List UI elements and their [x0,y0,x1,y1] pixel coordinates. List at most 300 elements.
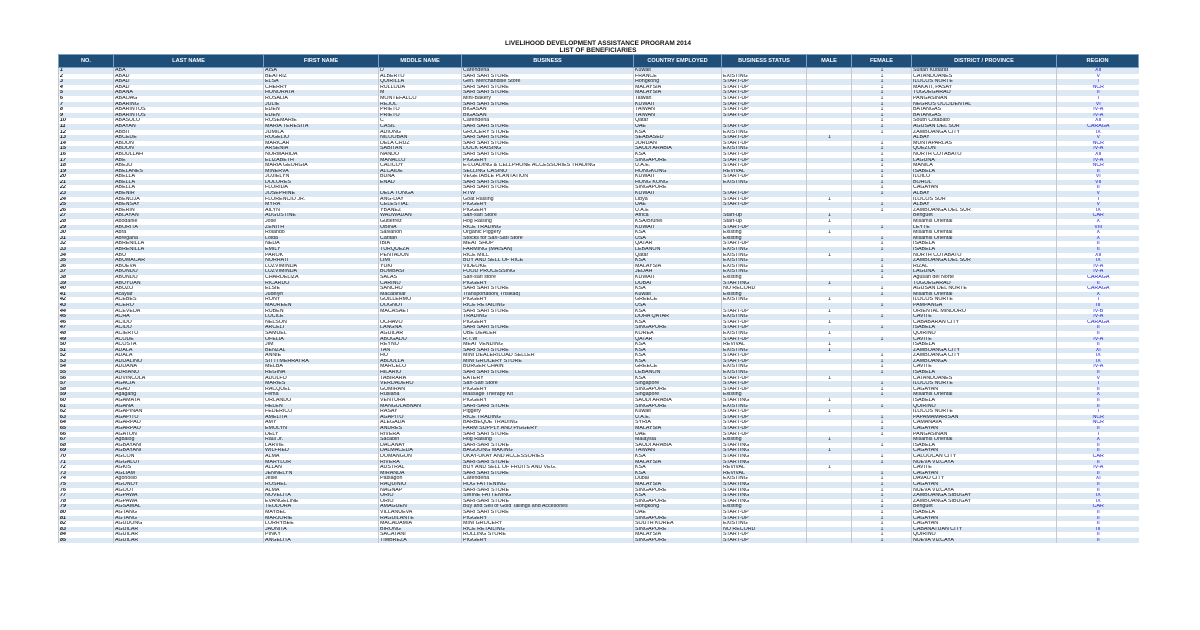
business-cell[interactable]: PIGGERY [462,208,634,214]
first-name-cell[interactable]: OFELIA [264,337,379,343]
business-cell[interactable]: MINI DEALER/LOAD SELLER [462,353,634,359]
female-cell[interactable]: 1 [852,454,912,460]
first-name-cell[interactable]: Jesie [264,476,379,482]
first-name-cell[interactable]: MAUREEN [264,303,379,309]
country-cell[interactable]: UAE [634,124,722,130]
region-cell[interactable]: I [1057,409,1139,415]
country-cell[interactable]: MALAYSIA [634,482,722,488]
country-cell[interactable]: KSA [634,471,722,477]
row-number[interactable]: 19 [59,169,114,175]
business-cell[interactable]: Hog Raising [462,437,634,443]
status-cell[interactable]: STARTING [722,460,807,466]
region-cell[interactable]: I [1057,432,1139,438]
row-number[interactable]: 35 [59,258,114,264]
business-cell[interactable]: SARI SARI STORE [462,325,634,331]
province-cell[interactable]: BOHOL [912,180,1057,186]
middle-name-cell[interactable]: NILOOBAN [379,135,462,141]
female-cell[interactable]: 1 [852,381,912,387]
row-number[interactable]: 22 [59,185,114,191]
female-cell[interactable]: 1 [852,68,912,74]
business-cell[interactable]: SARI-SARI STORE [462,460,634,466]
first-name-cell[interactable]: ARSENIA [264,146,379,152]
first-name-cell[interactable]: RACQUEL [264,387,379,393]
row-number[interactable]: 29 [59,225,114,231]
province-cell[interactable]: ZAMBOANGA CITY [912,348,1057,354]
region-cell[interactable]: II [1057,443,1139,449]
row-number[interactable]: 66 [59,432,114,438]
region-cell[interactable]: II [1057,370,1139,376]
business-cell[interactable]: VIDEOKE [462,264,634,270]
business-cell[interactable]: BUY AND SELL OF RICE [462,258,634,264]
country-cell[interactable]: MALAYSIA [634,264,722,270]
row-number[interactable]: 54 [59,364,114,370]
row-number[interactable]: 55 [59,370,114,376]
first-name-cell[interactable]: MYRA [264,202,379,208]
region-cell[interactable]: II [1057,448,1139,454]
female-cell[interactable]: 1 [852,443,912,449]
country-cell[interactable]: Hongkong [634,79,722,85]
province-cell[interactable]: TUGUEGARAO [912,90,1057,96]
province-cell[interactable]: ZAMBOANGA SIBUGAY [912,499,1057,505]
female-cell[interactable]: 1 [852,130,912,136]
first-name-cell[interactable]: AMY [264,420,379,426]
country-cell[interactable]: KSA [634,353,722,359]
country-cell[interactable]: MALAYSIA [634,426,722,432]
status-cell[interactable]: START-UP [722,320,807,326]
status-cell[interactable]: START-UP [722,359,807,365]
first-name-cell[interactable]: ALMA [264,488,379,494]
row-number[interactable]: 57 [59,381,114,387]
country-cell[interactable]: USA [634,303,722,309]
first-name-cell[interactable]: FEDERICO [264,409,379,415]
first-name-cell[interactable]: HELEN [264,404,379,410]
row-number[interactable]: 4 [59,85,114,91]
province-cell[interactable]: LEYTE [912,225,1057,231]
middle-name-cell[interactable]: Salvanon [379,230,462,236]
row-number[interactable]: 53 [59,359,114,365]
business-cell[interactable]: MEAT SHOP [462,241,634,247]
last-name-cell[interactable]: ABAOAG [114,96,264,102]
status-cell[interactable]: START-UP [722,135,807,141]
row-number[interactable]: 7 [59,102,114,108]
status-cell[interactable]: EXISTING [722,146,807,152]
female-cell[interactable]: 1 [852,426,912,432]
female-cell[interactable]: 1 [852,90,912,96]
business-cell[interactable]: PIGGERY [462,202,634,208]
female-cell[interactable]: 1 [852,258,912,264]
province-cell[interactable]: CAGAYAN [912,185,1057,191]
region-cell[interactable]: II [1057,241,1139,247]
female-cell[interactable]: 1 [852,275,912,281]
middle-name-cell[interactable]: IBIA [379,241,462,247]
row-number[interactable]: 64 [59,420,114,426]
province-cell[interactable]: PANGASINAN [912,432,1057,438]
business-cell[interactable]: BARBEQUE TRADING [462,420,634,426]
row-number[interactable]: 81 [59,516,114,522]
status-cell[interactable]: START-UP [722,90,807,96]
first-name-cell[interactable]: AUGUSTINE [264,213,379,219]
country-cell[interactable]: QATAR [634,241,722,247]
row-number[interactable]: 26 [59,208,114,214]
last-name-cell[interactable]: ABRENILLA [114,247,264,253]
region-cell[interactable]: NCR [1057,163,1139,169]
region-cell[interactable]: X [1057,236,1139,242]
first-name-cell[interactable]: MARJORIE [264,516,379,522]
first-name-cell[interactable]: JUMILA [264,130,379,136]
last-name-cell[interactable]: Agagang [114,392,264,398]
province-cell[interactable]: ISABELA [912,247,1057,253]
middle-name-cell[interactable]: YUKI [379,264,462,270]
row-number[interactable]: 85 [59,538,114,544]
first-name-cell[interactable]: MARIA GEORGIA [264,163,379,169]
province-cell[interactable]: ZAMBOANGA CITY [912,130,1057,136]
status-cell[interactable]: START-UP [722,337,807,343]
first-name-cell[interactable]: ALMA [264,454,379,460]
first-name-cell[interactable]: LORRYBEE [264,521,379,527]
female-cell[interactable]: 1 [852,102,912,108]
province-cell[interactable]: QUEZON [912,146,1057,152]
row-number[interactable]: 39 [59,281,114,287]
first-name-cell[interactable]: RUBEN [264,309,379,315]
row-number[interactable]: 58 [59,387,114,393]
last-name-cell[interactable]: ACEVEDA [114,309,264,315]
first-name-cell[interactable]: BENZAL [264,348,379,354]
country-cell[interactable]: SINGAPORE [634,387,722,393]
status-cell[interactable]: Start-up [722,219,807,225]
row-number[interactable]: 48 [59,331,114,337]
country-cell[interactable]: KUWAIT [634,174,722,180]
business-cell[interactable]: FOOD PROCESSING [462,269,634,275]
first-name-cell[interactable]: RONY [264,297,379,303]
male-cell[interactable]: 1 [807,331,852,337]
last-name-cell[interactable]: ABUNDO [114,269,264,275]
male-cell[interactable]: 1 [807,253,852,259]
region-cell[interactable]: CAR [1057,213,1139,219]
province-cell[interactable]: South Cotabato [912,118,1057,124]
region-cell[interactable]: II [1057,404,1139,410]
middle-name-cell[interactable]: DOMANGON [379,454,462,460]
middle-name-cell[interactable]: BIRONG [379,527,462,533]
status-cell[interactable]: START-UP [722,174,807,180]
province-cell[interactable]: CAGAYAN [912,426,1057,432]
status-cell[interactable]: STARTING [722,281,807,287]
region-cell[interactable]: IX [1057,130,1139,136]
first-name-cell[interactable]: ZENITH [264,225,379,231]
status-cell[interactable]: REVIVAL [722,471,807,477]
region-cell[interactable]: IX [1057,258,1139,264]
country-cell[interactable]: SINGAPORE [634,185,722,191]
middle-name-cell[interactable]: RIVERA [379,432,462,438]
last-name-cell[interactable]: ADDANA [114,364,264,370]
country-cell[interactable]: HONG KONG [634,180,722,186]
last-name-cell[interactable]: AGARPAO [114,420,264,426]
region-cell[interactable]: X [1057,230,1139,236]
female-cell[interactable]: 1 [852,364,912,370]
first-name-cell[interactable]: MARYLOR [264,460,379,466]
middle-name-cell[interactable]: WADWADAN [379,213,462,219]
female-cell[interactable]: 1 [852,292,912,298]
region-cell[interactable]: II [1057,426,1139,432]
first-name-cell[interactable]: MARICAR [264,141,379,147]
female-cell[interactable]: 1 [852,85,912,91]
female-cell[interactable]: 1 [852,118,912,124]
last-name-cell[interactable]: AGUILAR [114,527,264,533]
province-cell[interactable]: NEGROS OCCIDENTAL [912,102,1057,108]
status-cell[interactable]: START-UP [722,241,807,247]
province-cell[interactable]: ALBAY [912,191,1057,197]
country-cell[interactable]: SINGAPORE [634,499,722,505]
row-number[interactable]: 45 [59,314,114,320]
row-number[interactable]: 28 [59,219,114,225]
female-cell[interactable]: 1 [852,185,912,191]
business-cell[interactable]: SARI SARI STORE [462,135,634,141]
province-cell[interactable]: CAVITE [912,465,1057,471]
row-number[interactable]: 76 [59,488,114,494]
last-name-cell[interactable]: Abregana [114,236,264,242]
row-number[interactable]: 6 [59,96,114,102]
female-cell[interactable]: 1 [852,124,912,130]
business-cell[interactable]: SARI-SARI STORE [462,443,634,449]
province-cell[interactable]: Misamis Oriental [912,292,1057,298]
country-cell[interactable]: KUWAIT [634,275,722,281]
region-cell[interactable]: X [1057,392,1139,398]
province-cell[interactable]: PANGASINAN [912,96,1057,102]
female-cell[interactable]: 1 [852,107,912,113]
country-cell[interactable]: SYRIA [634,420,722,426]
middle-name-cell[interactable]: TAN [379,348,462,354]
business-cell[interactable]: VEGETABLE PLANTATION [462,174,634,180]
female-cell[interactable]: 1 [852,476,912,482]
region-cell[interactable]: NCR [1057,141,1139,147]
status-cell[interactable]: EXISTING [722,331,807,337]
middle-name-cell[interactable]: RULLODA [379,85,462,91]
business-cell[interactable]: MINI GROCERY STORE [462,359,634,365]
region-cell[interactable]: I [1057,197,1139,203]
female-cell[interactable]: 1 [852,247,912,253]
last-name-cell[interactable]: AGANA [114,404,264,410]
business-cell[interactable]: HOG FATTENING [462,482,634,488]
status-cell[interactable]: START-UP [722,163,807,169]
first-name-cell[interactable]: NORHATI [264,258,379,264]
last-name-cell[interactable]: AGKIS [114,465,264,471]
province-cell[interactable]: CALOOCAN CITY [912,454,1057,460]
middle-name-cell[interactable]: Macabinlar [379,292,462,298]
region-cell[interactable]: CAR [1057,504,1139,510]
male-cell[interactable]: 1 [807,281,852,287]
female-cell[interactable]: 1 [852,370,912,376]
region-cell[interactable]: V [1057,202,1139,208]
status-cell[interactable]: Existing [722,292,807,298]
row-number[interactable]: 80 [59,510,114,516]
country-cell[interactable]: KSA [634,152,722,158]
first-name-cell[interactable]: LUCILE [264,314,379,320]
first-name-cell[interactable]: PAROK [264,253,379,259]
first-name-cell[interactable]: NOVELITA [264,493,379,499]
status-cell[interactable]: START-UP [722,538,807,544]
business-cell[interactable]: SELLING CASINO [462,169,634,175]
female-cell[interactable]: 1 [852,516,912,522]
country-cell[interactable]: GREECE [634,364,722,370]
last-name-cell[interactable]: ABERIN [114,208,264,214]
province-cell[interactable]: ZAMBOANGA [912,359,1057,365]
female-cell[interactable]: 1 [852,141,912,147]
last-name-cell[interactable]: ABELLA [114,174,264,180]
row-number[interactable]: 23 [59,191,114,197]
business-cell[interactable]: Transportation( Trisikad) [462,292,634,298]
status-cell[interactable]: START-UP [722,510,807,516]
province-cell[interactable]: PAPAMAMARISAN [912,415,1057,421]
middle-name-cell[interactable]: ORIO [379,499,462,505]
business-cell[interactable]: RICE MILL [462,253,634,259]
country-cell[interactable]: Malaysia [634,437,722,443]
female-cell[interactable]: 1 [852,488,912,494]
middle-name-cell[interactable]: DELA CRUZ [379,141,462,147]
middle-name-cell[interactable]: HO [379,353,462,359]
province-cell[interactable]: NUEVA VIZCAYA [912,538,1057,544]
male-cell[interactable]: 1 [807,309,852,315]
last-name-cell[interactable]: ACODE [114,337,264,343]
region-cell[interactable]: II [1057,331,1139,337]
region-cell[interactable]: III [1057,303,1139,309]
region-cell[interactable]: I [1057,96,1139,102]
first-name-cell[interactable]: ADOLFO [264,376,379,382]
country-cell[interactable]: SINGAPORE [634,516,722,522]
province-cell[interactable]: MANILA [912,163,1057,169]
region-cell[interactable]: IV-A [1057,264,1139,270]
row-number[interactable]: 59 [59,392,114,398]
last-name-cell[interactable]: ABUNDO [114,275,264,281]
province-cell[interactable]: ILOILO [912,174,1057,180]
last-name-cell[interactable]: ABRENILLA [114,241,264,247]
status-cell[interactable]: STARTING [722,398,807,404]
region-cell[interactable]: VIII [1057,225,1139,231]
middle-name-cell[interactable]: BOMBASI [379,269,462,275]
status-cell[interactable]: Start-up [722,213,807,219]
middle-name-cell[interactable]: ABOGADO [379,337,462,343]
first-name-cell[interactable]: JOSEPHINE [264,191,379,197]
status-cell[interactable]: START-UP [722,415,807,421]
middle-name-cell[interactable]: ALCAIDE [379,169,462,175]
last-name-cell[interactable]: Abra [114,230,264,236]
last-name-cell[interactable]: AGATON [114,432,264,438]
first-name-cell[interactable]: FLORENCIO JR. [264,197,379,203]
female-cell[interactable]: 1 [852,460,912,466]
last-name-cell[interactable]: ABUMACAR [114,258,264,264]
business-cell[interactable]: SARI SARI STORE [462,102,634,108]
business-cell[interactable]: Gen. Merchandise Store [462,79,634,85]
female-cell[interactable]: 1 [852,337,912,343]
middle-name-cell[interactable]: AUSTRAL [379,465,462,471]
status-cell[interactable]: START-UP [722,516,807,522]
column-header[interactable]: REGION [1057,55,1139,68]
status-cell[interactable]: Existing [722,236,807,242]
female-cell[interactable]: 1 [852,202,912,208]
business-cell[interactable]: UBE DEALER [462,331,634,337]
region-cell[interactable]: NCR [1057,415,1139,421]
province-cell[interactable]: ISABELA [912,325,1057,331]
middle-name-cell[interactable]: PRIETO [379,113,462,119]
province-cell[interactable]: Agusan del Norte [912,275,1057,281]
region-cell[interactable]: IV-A [1057,364,1139,370]
status-cell[interactable]: START-UP [722,426,807,432]
country-cell[interactable]: KSA [634,359,722,365]
middle-name-cell[interactable]: ADIONG [379,130,462,136]
province-cell[interactable]: ISABELA [912,241,1057,247]
province-cell[interactable]: ALBAY [912,202,1057,208]
middle-name-cell[interactable]: BUNA [379,174,462,180]
row-number[interactable]: 67 [59,437,114,443]
last-name-cell[interactable]: ADALA [114,348,264,354]
last-name-cell[interactable]: Agbalog [114,437,264,443]
middle-name-cell[interactable]: CASIL [379,124,462,130]
province-cell[interactable]: CABABARAN CITY [912,320,1057,326]
female-cell[interactable]: 1 [852,471,912,477]
last-name-cell[interactable]: AGCON [114,454,264,460]
last-name-cell[interactable]: ACIDO [114,325,264,331]
province-cell[interactable]: ILOCOS SUR [912,197,1057,203]
country-cell[interactable]: SINGAPORE [634,538,722,544]
last-name-cell[interactable]: ACIDO [114,320,264,326]
female-cell[interactable]: 1 [852,79,912,85]
last-name-cell[interactable]: ABAD [114,74,264,80]
row-number[interactable]: 17 [59,158,114,164]
middle-name-cell[interactable]: ALBERTO [379,74,462,80]
business-cell[interactable]: PIGGERY [462,387,634,393]
status-cell[interactable]: NO RECORD [722,286,807,292]
business-cell[interactable]: SARI SARI STORE [462,74,634,80]
country-cell[interactable]: KSA [634,376,722,382]
last-name-cell[interactable]: ABDON [114,146,264,152]
business-cell[interactable]: SARI SARI STORE [462,141,634,147]
region-cell[interactable]: IV-A [1057,465,1139,471]
province-cell[interactable]: DAVAO CITY [912,476,1057,482]
status-cell[interactable]: EXISTING [722,269,807,275]
first-name-cell[interactable]: BEATRIZ [264,74,379,80]
business-cell[interactable]: Stocks for Sari-Sari Store [462,236,634,242]
female-cell[interactable]: 1 [852,415,912,421]
status-cell[interactable]: STARTING [722,482,807,488]
status-cell[interactable]: START-UP [722,85,807,91]
middle-name-cell[interactable]: PENTADUN [379,253,462,259]
male-cell[interactable]: 1 [807,409,852,415]
middle-name-cell[interactable]: TURQUEZA [379,247,462,253]
region-cell[interactable]: X [1057,292,1139,298]
province-cell[interactable]: NUEVA VIZCAYA [912,460,1057,466]
middle-name-cell[interactable]: NAGNAP [379,488,462,494]
first-name-cell[interactable]: Judelyn [264,292,379,298]
business-cell[interactable]: SARI SARI STORE [462,348,634,354]
female-cell[interactable]: 1 [852,314,912,320]
first-name-cell[interactable]: EMOLYN [264,426,379,432]
business-cell[interactable]: R.T.W [462,337,634,343]
first-name-cell[interactable]: Fema [264,392,379,398]
male-cell[interactable]: 1 [807,376,852,382]
country-cell[interactable]: KSA [634,465,722,471]
region-cell[interactable]: V [1057,191,1139,197]
region-cell[interactable]: II [1057,90,1139,96]
status-cell[interactable]: START-UP [722,107,807,113]
status-cell[interactable]: EXISTING [722,314,807,320]
male-cell[interactable]: 1 [807,219,852,225]
first-name-cell[interactable]: JENNELYN [264,471,379,477]
middle-name-cell[interactable]: Rusiana [379,392,462,398]
middle-name-cell[interactable]: TIMBREZA [379,538,462,544]
first-name-cell[interactable]: Jose [264,219,379,225]
last-name-cell[interactable]: AGTANG [114,510,264,516]
country-cell[interactable]: KSA [634,454,722,460]
male-cell[interactable]: 1 [807,297,852,303]
country-cell[interactable]: U.A.E. [634,415,722,421]
